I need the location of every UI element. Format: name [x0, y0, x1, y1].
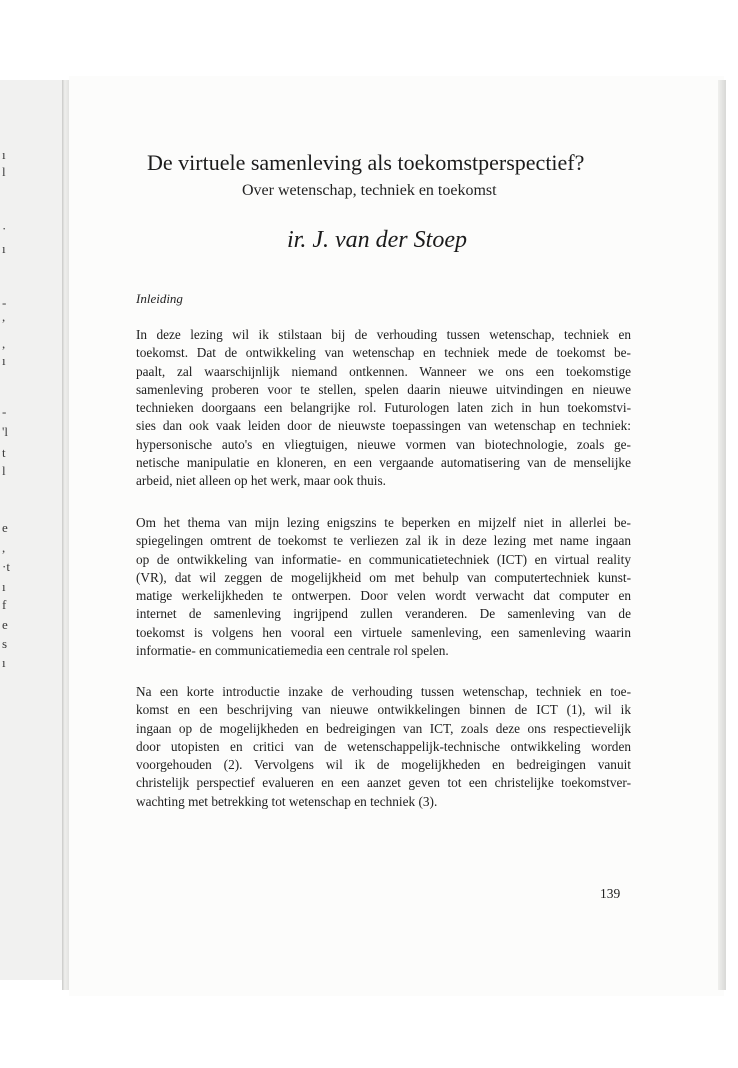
margin-char: t — [2, 445, 6, 460]
text-line: samenleving proberen voor te stellen, spelen daarin nieuwe uitvindingen en nieuwe — [136, 381, 631, 397]
margin-char: ı — [2, 241, 6, 256]
article-title: De virtuele samenleving als toekomstperspectief? — [147, 150, 585, 175]
text-line: komst en een beschrijving van nieuwe ontwikkelingen binnen de ICT (1), wil ik — [136, 702, 631, 718]
margin-char: ·t — [2, 559, 10, 574]
margin-char: ı — [2, 655, 6, 670]
margin-char: , — [2, 309, 6, 324]
text-line: wachting met betrekking tot wetenschap en techniek (3). — [136, 793, 438, 809]
margin-char: , — [2, 540, 6, 555]
text-line: ingaan op de mogelijkheden en bedreigingen van ICT, zoals deze ons respectievelijk — [136, 720, 631, 736]
text-line: Na een korte introductie inzake de verhouding tussen wetenschap, techniek en toe- — [136, 684, 631, 699]
margin-char: ı — [2, 147, 6, 162]
text-line: sies dan ook vaak leiden door de nieuwste toepassingen van wetenschap en techniek: — [136, 418, 631, 434]
margin-char: l — [2, 164, 6, 179]
text-line: door utopisten en critici van de wetenschappelijk-technische ontwikkeling worden — [136, 738, 631, 754]
margin-char: ı — [2, 579, 6, 594]
article-author: ir. J. van der Stoep — [287, 227, 467, 253]
margin-char: , — [2, 336, 6, 351]
margin-char: - — [2, 295, 7, 310]
text-line: toekomst. Dat de ontwikkeling van wetenschap en techniek mede de toekomst be- — [136, 345, 631, 361]
text-line: Om het thema van mijn lezing enigszins te beperken en mijzelf niet in allerlei be- — [136, 515, 631, 530]
margin-char: e — [2, 617, 8, 632]
margin-char: ı — [2, 353, 6, 368]
text-line: op de ontwikkeling van informatie- en communicatietechniek (ICT) en virtual reality — [136, 551, 631, 567]
text-line: hypersonische auto's en vliegtuigen, nieuwe vormen van biotechnologie, zoals ge- — [136, 436, 631, 452]
margin-char: 'l — [2, 424, 8, 439]
margin-char: - — [2, 404, 7, 419]
text-line: internet de samenleving ingrijpend zullen veranderen. De samenleving van de — [136, 606, 631, 622]
margin-char: e — [2, 520, 8, 535]
margin-char: l — [2, 463, 6, 478]
margin-char: · — [2, 221, 7, 236]
text-line: paalt, zal waarschijnlijk niemand ontkennen. Wanneer we ons een toekomstige — [136, 363, 631, 379]
text-line: (VR), dat wil zeggen de mogelijkheid om met behulp van computertechniek kunst- — [136, 569, 631, 585]
paragraph-2 — [136, 514, 631, 660]
facing-page-text-fragments — [2, 0, 22, 1068]
section-heading: Inleiding — [136, 291, 183, 306]
text-line: technieken doorgaans een belangrijke rol. Futurologen laten zich in hun toekomstvi- — [136, 400, 631, 416]
text-line: In deze lezing wil ik stilstaan bij de verhouding tussen wetenschap, techniek en — [136, 327, 631, 342]
article-subtitle: Over wetenschap, techniek en toekomst — [242, 182, 497, 199]
paragraph-3 — [136, 683, 631, 811]
text-line: arbeid, niet alleen op het werk, maar ook thuis. — [136, 473, 386, 489]
paragraph-1 — [136, 326, 631, 491]
text-line: matige werkelijkheden te ontwerpen. Door velen wordt verwacht dat computer en — [136, 588, 631, 604]
text-line: spiegelingen omtrent de toekomst te verliezen zal ik in deze lezing met name ingaan — [136, 533, 631, 549]
margin-char: s — [2, 636, 8, 651]
page-number: 139 — [600, 886, 621, 901]
margin-char: f — [2, 597, 7, 612]
text-line: christelijk perspectief evalueren en een aanzet geven tot een christelijke toekomstver- — [136, 775, 631, 791]
text-line: informatie- en communicatiemedia een centrale rol spelen. — [136, 643, 449, 659]
book-gutter — [62, 80, 69, 990]
text-line: voorgehouden (2). Vervolgens wil ik de mogelijkheden en bedreigingen vanuit — [136, 757, 631, 773]
text-line: netische manipulatie en kloneren, en een vergaande automatisering van de menselijke — [136, 455, 631, 471]
text-line: toekomst is volgens hen vooral een virtuele samenleving, een samenleving waarin — [136, 624, 631, 640]
page-edge-shadow — [718, 80, 726, 990]
